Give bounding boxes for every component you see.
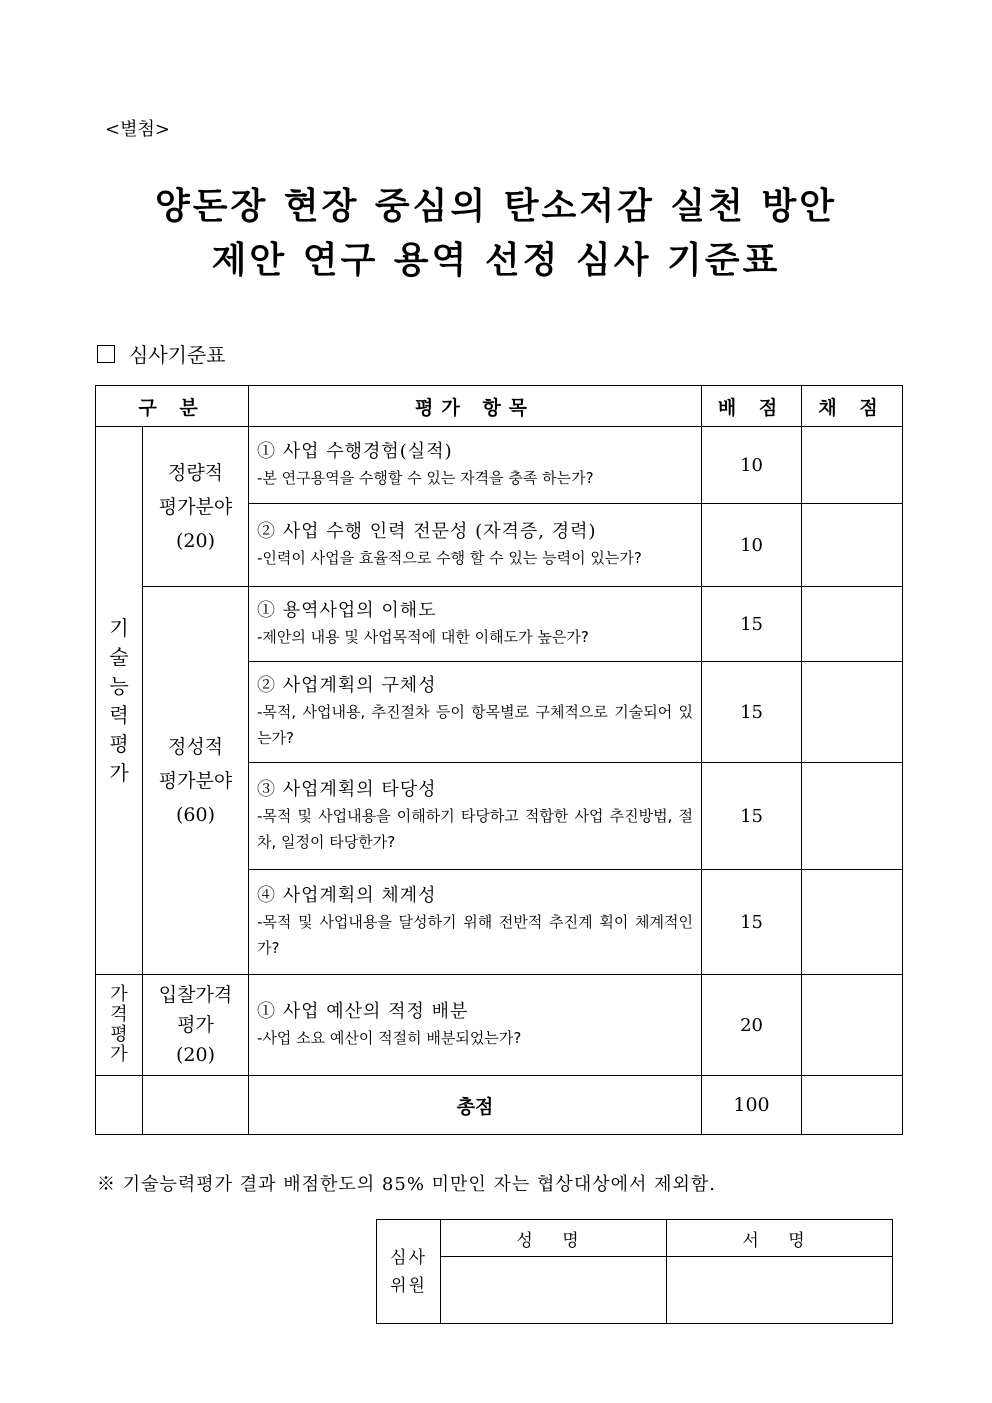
- score-cell: [802, 975, 903, 1076]
- subcategory-bid-price: 입찰가격 평가 (20): [143, 975, 249, 1076]
- footnote: ※ 기술능력평가 결과 배점한도의 85% 미만인 자는 협상대상에서 제외함.: [97, 1174, 716, 1195]
- section-title: 심사기준표: [129, 343, 226, 367]
- eval-item: ② 사업계획의 구체성 -목적, 사업내용, 추진절차 등이 항목별로 구체적으로 기술되어 있는가?: [249, 662, 702, 763]
- reviewer-label: 심사 위원: [377, 1220, 441, 1324]
- eval-item: ① 사업 예산의 적정 배분 -사업 소요 예산이 적절히 배분되었는가?: [249, 975, 702, 1076]
- total-score-cell: [802, 1076, 903, 1135]
- score-cell: [802, 870, 903, 975]
- signature-table: [376, 1219, 893, 1324]
- points-cell: 15: [702, 587, 802, 662]
- score-cell: [802, 427, 903, 504]
- eval-item: ① 사업 수행경험(실적) -본 연구용역을 수행할 수 있는 자격을 충족 하는가?: [249, 427, 702, 504]
- table-header-row: [96, 386, 903, 427]
- checkbox-icon: [97, 345, 115, 363]
- points-cell: 20: [702, 975, 802, 1076]
- attachment-label: <별첨>: [105, 119, 170, 140]
- score-cell: [802, 587, 903, 662]
- total-label: 총점: [249, 1076, 702, 1135]
- name-header: 성 명: [441, 1220, 667, 1257]
- subcategory-quantitative: 정량적 평가분야 (20): [143, 427, 249, 587]
- document-title-line1: 양돈장 현장 중심의 탄소저감 실천 방안: [154, 186, 838, 227]
- header-item: 평가 항목: [249, 386, 702, 427]
- score-cell: [802, 504, 903, 587]
- eval-item: ④ 사업계획의 체계성 -목적 및 사업내용을 달성하기 위해 전반적 추진계 획이 체계적인가?: [249, 870, 702, 975]
- points-cell: 15: [702, 763, 802, 870]
- section-heading: [97, 339, 226, 368]
- table-row: [96, 427, 903, 504]
- points-cell: 15: [702, 870, 802, 975]
- header-score: 채 점: [802, 386, 903, 427]
- document-title-line2: 제안 연구 용역 선정 심사 기준표: [211, 240, 781, 281]
- category-technical-eval: 기 술 능 력 평 가: [96, 427, 143, 975]
- score-cell: [802, 763, 903, 870]
- table-row: [96, 975, 903, 1076]
- eval-item: ② 사업 수행 인력 전문성 (자격증, 경력) -인력이 사업을 효율적으로 수행 할 수 있는 능력이 있는가?: [249, 504, 702, 587]
- eval-item: ③ 사업계획의 타당성 -목적 및 사업내용을 이해하기 타당하고 적합한 사업 추진방법, 절차, 일정이 타당한가?: [249, 763, 702, 870]
- header-division: 구 분: [96, 386, 249, 427]
- sign-header: 서 명: [667, 1220, 893, 1257]
- evaluation-criteria-table: [95, 385, 903, 1135]
- signature-header-row: [377, 1220, 893, 1257]
- points-cell: 10: [702, 504, 802, 587]
- total-row: [96, 1076, 903, 1135]
- table-row: [96, 587, 903, 662]
- subcategory-qualitative: 정성적 평가분야 (60): [143, 587, 249, 975]
- empty-cell: [96, 1076, 143, 1135]
- points-cell: 10: [702, 427, 802, 504]
- signature-body-row: [377, 1257, 893, 1324]
- header-points: 배 점: [702, 386, 802, 427]
- eval-item: ① 용역사업의 이해도 -제안의 내용 및 사업목적에 대한 이해도가 높은가?: [249, 587, 702, 662]
- points-cell: 15: [702, 662, 802, 763]
- total-points: 100: [702, 1076, 802, 1135]
- score-cell: [802, 662, 903, 763]
- empty-cell: [143, 1076, 249, 1135]
- sign-field[interactable]: [667, 1257, 893, 1324]
- category-price-eval: 가 격 평 가: [96, 975, 143, 1076]
- name-field[interactable]: [441, 1257, 667, 1324]
